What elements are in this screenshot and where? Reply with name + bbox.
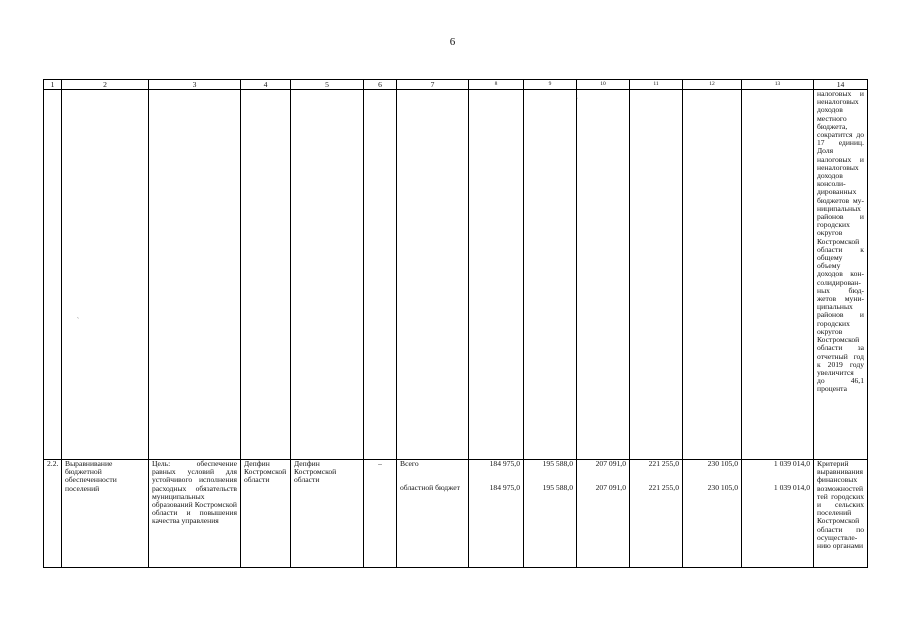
regional-value: 207 091,0	[595, 483, 626, 493]
table-cell	[469, 90, 524, 460]
header-cell: 6	[364, 80, 397, 90]
total-value: 207 091,0	[595, 459, 626, 468]
text-line: области за	[817, 343, 864, 353]
header-cell: 12	[683, 80, 742, 90]
table-row-continuation	[44, 90, 868, 460]
text-line: районов и	[817, 310, 864, 320]
text-line: доходов	[817, 171, 843, 181]
regional-value: 195 588,0	[542, 483, 573, 493]
text-line: области к	[817, 244, 864, 254]
table-cell	[742, 90, 814, 460]
amount-cell	[577, 460, 630, 568]
amount-cell	[524, 460, 577, 568]
text-line: Костромской	[817, 516, 860, 526]
text-line: выравнивания	[817, 467, 864, 477]
text-line: нию органами	[817, 541, 864, 551]
text-line: дированных	[817, 187, 857, 197]
text-line: солидирован-	[817, 277, 861, 287]
text-line: Костромской	[817, 335, 860, 345]
table-cell	[62, 90, 149, 460]
table-cell	[683, 90, 742, 460]
table-cell	[241, 90, 291, 460]
coexecutor-cell: Депфин Костромской области	[291, 460, 364, 568]
text-line: 17 единиц.	[817, 138, 864, 148]
text-line: консоли-	[817, 179, 846, 189]
amount-cell	[469, 460, 524, 568]
executor-cell: Депфин Костромской области	[241, 460, 291, 568]
text-line: доходов кон-	[817, 269, 864, 279]
measure-name-cell: Выравнивание бюджетной обеспеченности поселений	[62, 460, 149, 568]
header-cell: 13	[742, 80, 814, 90]
total-value: 221 255,0	[648, 459, 679, 468]
text-line: финансовых	[817, 475, 858, 485]
header-cell: 5	[291, 80, 364, 90]
program-table	[43, 79, 868, 568]
scan-speck: ˋ	[576, 98, 578, 104]
text-line: Костромской	[817, 236, 860, 246]
amount-cell	[630, 460, 683, 568]
regional-budget-label: областной бюджет	[400, 483, 460, 493]
text-line: округов	[817, 228, 843, 238]
scan-speck: ˋ	[77, 318, 79, 324]
text-line: и сельских	[817, 500, 864, 510]
table-cell	[397, 90, 469, 460]
text-line: городских	[817, 220, 850, 230]
table-cell	[364, 90, 397, 460]
table-cell	[524, 90, 577, 460]
text-line: осуществле-	[817, 532, 858, 542]
text-line: процента	[817, 384, 847, 394]
regional-value: 184 975,0	[489, 483, 520, 493]
regional-value: 230 105,0	[707, 483, 738, 493]
text-line: общему	[817, 253, 843, 263]
header-cell: 14	[814, 80, 868, 90]
total-label: Всего	[400, 459, 419, 468]
indicator-text-cell	[814, 90, 868, 460]
regional-value: 1 039 014,0	[773, 483, 810, 493]
item-number-cell: 2.2.	[44, 460, 62, 568]
text-line: местного	[817, 113, 847, 123]
text-line: жетов муни-	[817, 294, 864, 304]
table-cell	[44, 90, 62, 460]
table-cell	[149, 90, 241, 460]
header-cell: 7	[397, 80, 469, 90]
text-line: объему	[817, 261, 841, 271]
total-value: 195 588,0	[542, 459, 573, 468]
amount-cell	[683, 460, 742, 568]
page-number: 6	[449, 36, 456, 48]
goal-cell: Цель: обеспечение равных условий для устойчивого исполнения расходных обязательств муниципальных образований Костромской области и повышения качества управления	[149, 460, 241, 568]
header-cell: 9	[524, 80, 577, 90]
header-cell: 8	[469, 80, 524, 90]
total-value: 184 975,0	[489, 459, 520, 468]
text-line: ниципальных	[817, 203, 861, 213]
header-cell: 3	[149, 80, 241, 90]
total-value: 1 039 014,0	[773, 459, 810, 468]
text-line: к 2019 году	[817, 359, 864, 369]
amount-cell	[742, 460, 814, 568]
text-line: области по	[817, 524, 864, 534]
text-line: до 46,1	[817, 376, 864, 386]
text-line: отчетный год	[817, 351, 864, 361]
funding-source-cell	[397, 460, 469, 568]
text-line: бюджета,	[817, 121, 848, 131]
text-line: сократится до	[817, 130, 864, 140]
text-line: налоговых и	[817, 89, 864, 98]
text-line: тей городских	[817, 491, 864, 501]
text-line: городских	[817, 318, 850, 328]
text-line: Доля	[817, 146, 834, 156]
text-line: увеличится	[817, 367, 854, 377]
table-header-row	[44, 80, 868, 90]
text-line: поселений	[817, 508, 852, 518]
header-cell: 4	[241, 80, 291, 90]
header-cell: 1	[44, 80, 62, 90]
total-value: 230 105,0	[707, 459, 738, 468]
text-line: округов	[817, 326, 843, 336]
text-line: бюджетов му-	[817, 195, 864, 205]
text-line: неналоговых	[817, 97, 859, 107]
regional-value: 221 255,0	[648, 483, 679, 493]
text-line: ципальных	[817, 302, 853, 312]
text-line: районов и	[817, 212, 864, 222]
text-line: ных бюд-	[817, 285, 864, 295]
text-line: налоговых и	[817, 154, 864, 164]
header-cell: 11	[630, 80, 683, 90]
text-line: неналоговых	[817, 162, 859, 172]
text-line: Критерий	[817, 459, 849, 468]
table-cell	[577, 90, 630, 460]
header-cell: 2	[62, 80, 149, 90]
criterion-text-cell	[814, 460, 868, 568]
table-cell	[630, 90, 683, 460]
text-line: доходов	[817, 105, 843, 115]
header-cell: 10	[577, 80, 630, 90]
table-row-2-2	[44, 460, 868, 568]
text-line: возможностей	[817, 483, 864, 493]
dash-cell: –	[364, 460, 397, 568]
table-cell	[291, 90, 364, 460]
